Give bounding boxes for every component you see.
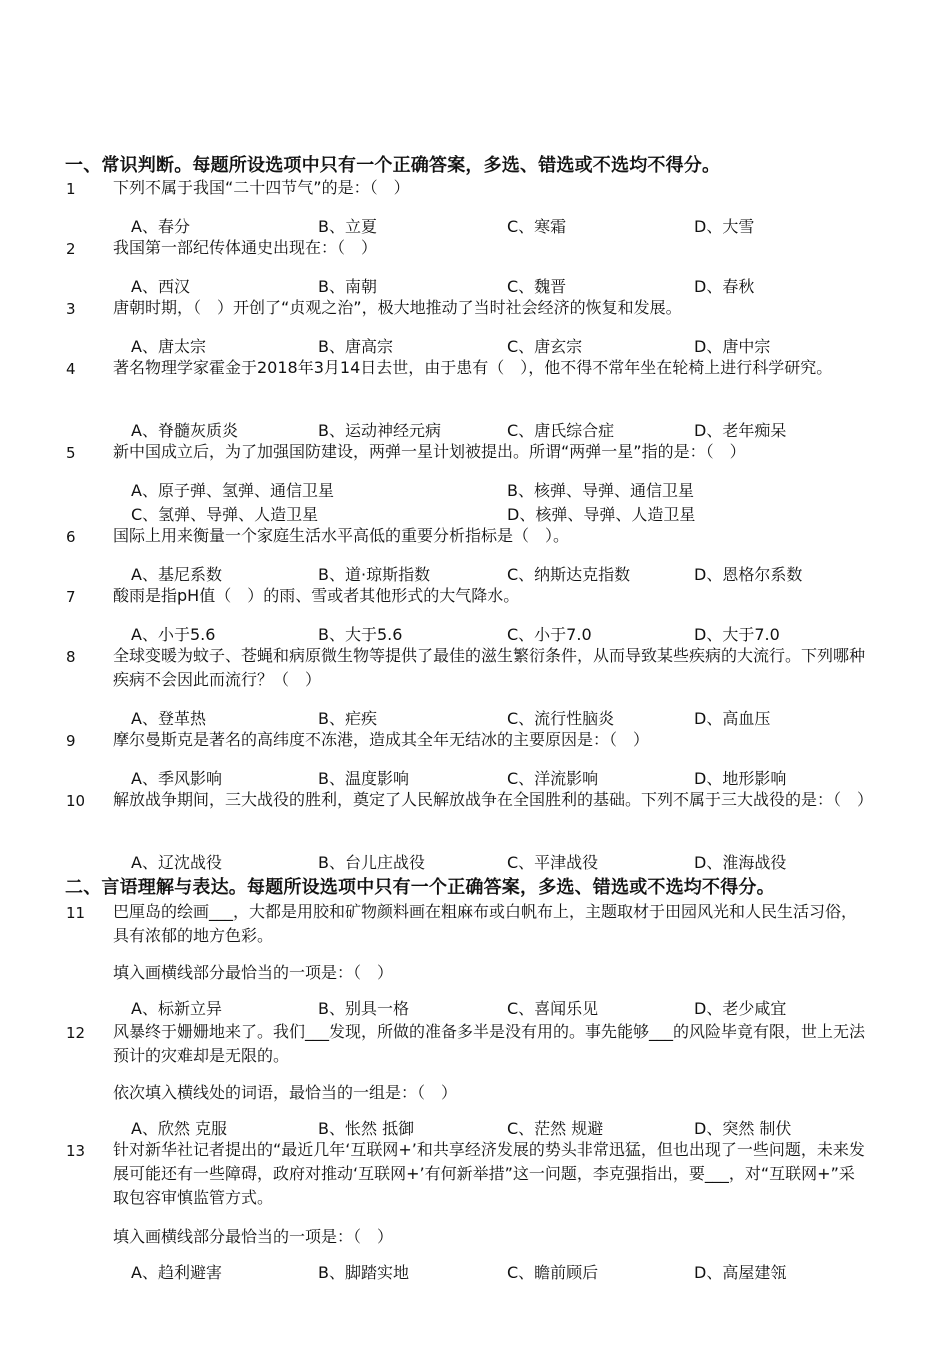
option-b: B、立夏: [318, 217, 377, 236]
option-c: C、流行性脑炎: [507, 709, 615, 728]
option-a: A、欣然 克服: [131, 1119, 228, 1138]
option-b: B、怅然 抵御: [318, 1119, 415, 1138]
option-d: D、大于7.0: [694, 625, 780, 644]
option-c: C、唐玄宗: [507, 337, 583, 356]
option-c: C、纳斯达克指数: [507, 565, 631, 584]
question-number: 8: [66, 648, 76, 666]
option-b: B、核弹、导弹、通信卫星: [507, 481, 694, 500]
option-a: A、西汉: [131, 277, 190, 296]
option-b: B、唐高宗: [318, 337, 393, 356]
option-d: D、地形影响: [694, 769, 787, 788]
option-c: C、小于7.0: [507, 625, 592, 644]
option-d: D、大雪: [694, 217, 755, 236]
option-b: B、别具一格: [318, 999, 409, 1018]
option-b: B、道·琼斯指数: [318, 565, 431, 584]
option-a: A、小于5.6: [131, 625, 216, 644]
option-c: C、瞻前顾后: [507, 1263, 599, 1282]
question-text: 针对新华社记者提出的“最近几年‘互联网+’和共享经济发展的势头非常迅猛，但也出现了一些问题，未来发展可能还有一些障碍，政府对推动‘互联网+’有何新举措”这一问题，李克强指出，要___，对“互联网+”采取包容审慎监管方式。: [113, 1140, 865, 1207]
option-a: A、登革热: [131, 709, 206, 728]
option-b: B、台儿庄战役: [318, 853, 425, 872]
question-number: 1: [66, 180, 76, 198]
question-number: 6: [66, 528, 76, 546]
option-d: D、春秋: [694, 277, 755, 296]
option-b: B、南朝: [318, 277, 377, 296]
question-text: 新中国成立后，为了加强国防建设，两弹一星计划被提出。所谓“两弹一星”指的是：（ ）: [113, 442, 746, 461]
option-c: C、唐氏综合症: [507, 421, 615, 440]
option-d: D、淮海战役: [694, 853, 787, 872]
question-text: 风暴终于姗姗地来了。我们___发现，所做的准备多半是没有用的。事先能够___的风险毕竟有限，世上无法预计的灾难却是无限的。: [113, 1022, 866, 1065]
question-text: 唐朝时期，（ ）开创了“贞观之治”，极大地推动了当时社会经济的恢复和发展。: [113, 298, 682, 317]
option-c: C、氢弹、导弹、人造卫星: [131, 505, 319, 524]
question-prompt: 依次填入横线处的词语，最恰当的一组是：（ ）: [113, 1083, 458, 1102]
option-d: D、突然 制伏: [694, 1119, 792, 1138]
option-a: A、脊髓灰质炎: [131, 421, 238, 440]
question-text: 我国第一部纪传体通史出现在：（ ）: [113, 238, 378, 257]
option-c: C、茫然 规避: [507, 1119, 604, 1138]
option-d: D、高屋建瓴: [694, 1263, 787, 1282]
option-a: A、标新立异: [131, 999, 222, 1018]
option-d: D、核弹、导弹、人造卫星: [507, 505, 696, 524]
question-text: 全球变暖为蚊子、苍蝇和病原微生物等提供了最佳的滋生繁衍条件，从而导致某些疾病的大流行。下列哪种疾病不会因此而流行？（ ）: [113, 646, 866, 689]
question-number: 12: [66, 1024, 86, 1042]
question-text: 著名物理学家霍金于2018年3月14日去世，由于患有（ ），他不得不常年坐在轮椅上进行科学研究。: [113, 358, 833, 377]
option-c: C、寒霜: [507, 217, 567, 236]
question-text: 巴厘岛的绘画___，大都是用胶和矿物颜料画在粗麻布或白帆布上，主题取材于田园风光和人民生活习俗，具有浓郁的地方色彩。: [113, 902, 858, 945]
option-d: D、恩格尔系数: [694, 565, 803, 584]
section-title: 二、言语理解与表达。每题所设选项中只有一个正确答案，多选、错选或不选均不得分。: [65, 877, 775, 898]
option-a: A、原子弹、氢弹、通信卫星: [131, 481, 334, 500]
option-a: A、唐太宗: [131, 337, 206, 356]
option-b: B、大于5.6: [318, 625, 403, 644]
option-a: A、辽沈战役: [131, 853, 222, 872]
question-number: 10: [66, 792, 86, 810]
question-text: 国际上用来衡量一个家庭生活水平高低的重要分析指标是（ ）。: [113, 526, 570, 545]
question-text: 解放战争期间，三大战役的胜利，奠定了人民解放战争在全国胜利的基础。下列不属于三大战役的是：（ ）: [113, 790, 874, 809]
section-title: 一、常识判断。每题所设选项中只有一个正确答案，多选、错选或不选均不得分。: [65, 155, 721, 176]
question-text: 下列不属于我国“二十四节气”的是：（ ）: [113, 178, 410, 197]
question-prompt: 填入画横线部分最恰当的一项是：（ ）: [113, 1227, 394, 1246]
option-b: B、疟疾: [318, 709, 377, 728]
option-c: C、洋流影响: [507, 769, 599, 788]
question-number: 2: [66, 240, 76, 258]
question-text: 摩尔曼斯克是著名的高纬度不冻港，造成其全年无结冰的主要原因是：（ ）: [113, 730, 650, 749]
question-number: 4: [66, 360, 76, 378]
option-a: A、趋利避害: [131, 1263, 222, 1282]
question-number: 3: [66, 300, 76, 318]
question-number: 5: [66, 444, 76, 462]
option-b: B、温度影响: [318, 769, 409, 788]
question-number: 7: [66, 588, 76, 606]
question-number: 13: [66, 1142, 86, 1160]
option-c: C、平津战役: [507, 853, 599, 872]
option-a: A、基尼系数: [131, 565, 222, 584]
option-d: D、唐中宗: [694, 337, 771, 356]
question-prompt: 填入画横线部分最恰当的一项是：（ ）: [113, 963, 394, 982]
option-d: D、高血压: [694, 709, 771, 728]
question-text: 酸雨是指pH值（ ）的雨、雪或者其他形式的大气降水。: [113, 586, 520, 605]
question-number: 11: [66, 904, 86, 922]
option-c: C、魏晋: [507, 277, 567, 296]
option-c: C、喜闻乐见: [507, 999, 599, 1018]
option-b: B、脚踏实地: [318, 1263, 409, 1282]
option-a: A、季风影响: [131, 769, 222, 788]
question-number: 9: [66, 732, 76, 750]
option-a: A、春分: [131, 217, 190, 236]
option-d: D、老少咸宜: [694, 999, 787, 1018]
option-b: B、运动神经元病: [318, 421, 441, 440]
option-d: D、老年痴呆: [694, 421, 787, 440]
